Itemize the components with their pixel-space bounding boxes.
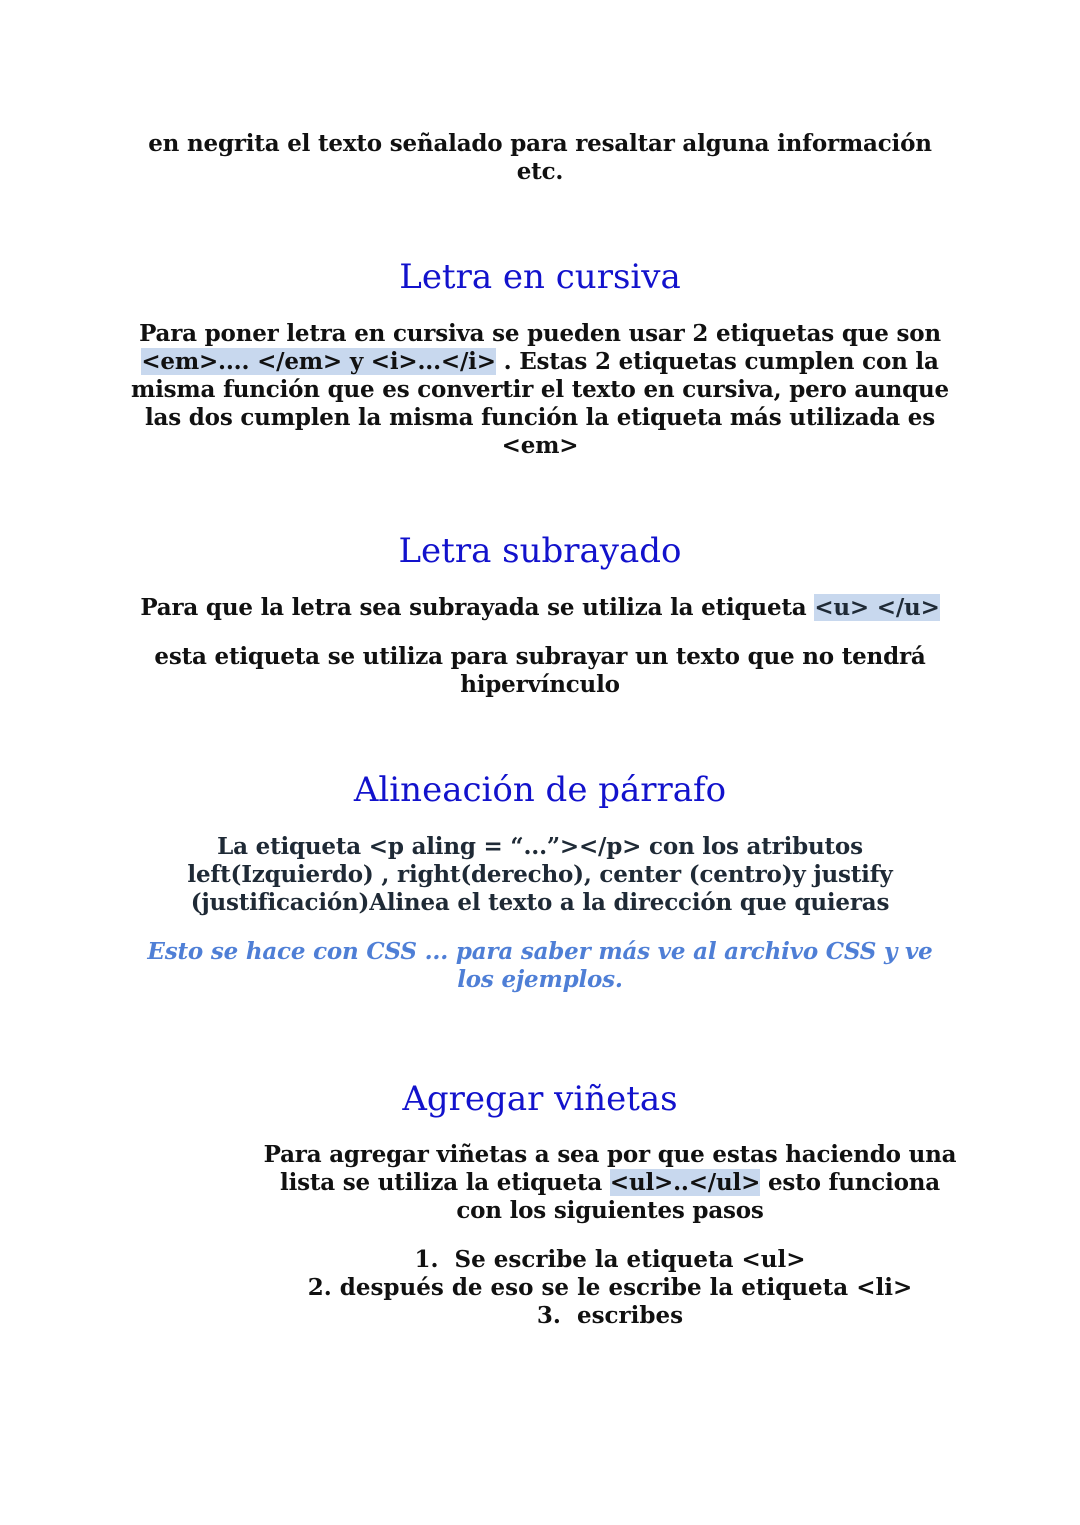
text-line: con los siguientes pasos xyxy=(456,1197,764,1224)
subrayado-paragraph-1 xyxy=(130,594,950,622)
alineacion-paragraph xyxy=(130,833,950,917)
text-line: los ejemplos. xyxy=(457,966,623,993)
text-line xyxy=(250,1169,970,1197)
heading-subrayado: Letra subrayado xyxy=(398,531,682,571)
text-fragment: lista se utiliza la etiqueta xyxy=(280,1169,610,1196)
intro-line: etc. xyxy=(516,158,564,185)
text-line: las dos cumplen la misma función la etiqueta más utilizada es xyxy=(145,404,935,431)
steps-list xyxy=(250,1246,970,1330)
list-text: después de eso se le escribe la etiqueta <li> xyxy=(339,1274,913,1301)
text-fragment: . Estas 2 etiquetas cumplen con la xyxy=(495,348,939,375)
text-line: (justificación)Alinea el texto a la dirección que quieras xyxy=(190,889,890,916)
heading-alineacion: Alineación de párrafo xyxy=(353,770,727,810)
css-note xyxy=(130,938,950,994)
subrayado-paragraph-2 xyxy=(130,643,950,699)
text-line: Para poner letra en cursiva se pueden usar 2 etiquetas que son xyxy=(139,320,941,347)
text-line: Esto se hace con CSS ... para saber más ve al archivo CSS y ve xyxy=(147,938,933,965)
text-line: La etiqueta <p aling = “...”></p> con los atributos xyxy=(217,833,863,860)
text-line: left(Izquierdo) , right(derecho), center (centro)y justify xyxy=(187,861,893,888)
list-item xyxy=(250,1246,970,1274)
list-number: 3. xyxy=(536,1302,561,1329)
intro-line: en negrita el texto señalado para resaltar alguna información xyxy=(148,130,932,157)
code-highlight: <em>.... </em> y <i>...</i> xyxy=(141,348,496,375)
intro-paragraph xyxy=(130,130,950,186)
list-item xyxy=(250,1302,970,1330)
cursiva-paragraph xyxy=(130,320,950,460)
code-highlight: <u> </u> xyxy=(814,594,940,621)
list-text: escribes xyxy=(576,1302,684,1329)
list-item xyxy=(250,1274,970,1302)
list-text: Se escribe la etiqueta <ul> xyxy=(454,1246,806,1273)
heading-cursiva: Letra en cursiva xyxy=(399,257,681,297)
list-number: 2. xyxy=(307,1274,332,1301)
text-fragment: Para que la letra sea subrayada se utiliza la etiqueta xyxy=(140,594,815,621)
text-line: esta etiqueta se utiliza para subrayar un texto que no tendrá xyxy=(154,643,926,670)
text-line: <em> xyxy=(501,432,579,459)
text-line: hipervínculo xyxy=(460,671,620,698)
text-fragment: esto funciona xyxy=(760,1169,940,1196)
heading-vinetas: Agregar viñetas xyxy=(402,1079,678,1119)
code-highlight: <ul>..</ul> xyxy=(609,1169,761,1196)
text-line xyxy=(130,594,950,622)
list-number: 1. xyxy=(414,1246,439,1273)
text-line: Para agregar viñetas a sea por que estas haciendo una xyxy=(263,1141,957,1168)
text-line: misma función que es convertir el texto en cursiva, pero aunque xyxy=(131,376,949,403)
text-line xyxy=(130,348,950,376)
vinetas-paragraph xyxy=(250,1141,970,1225)
